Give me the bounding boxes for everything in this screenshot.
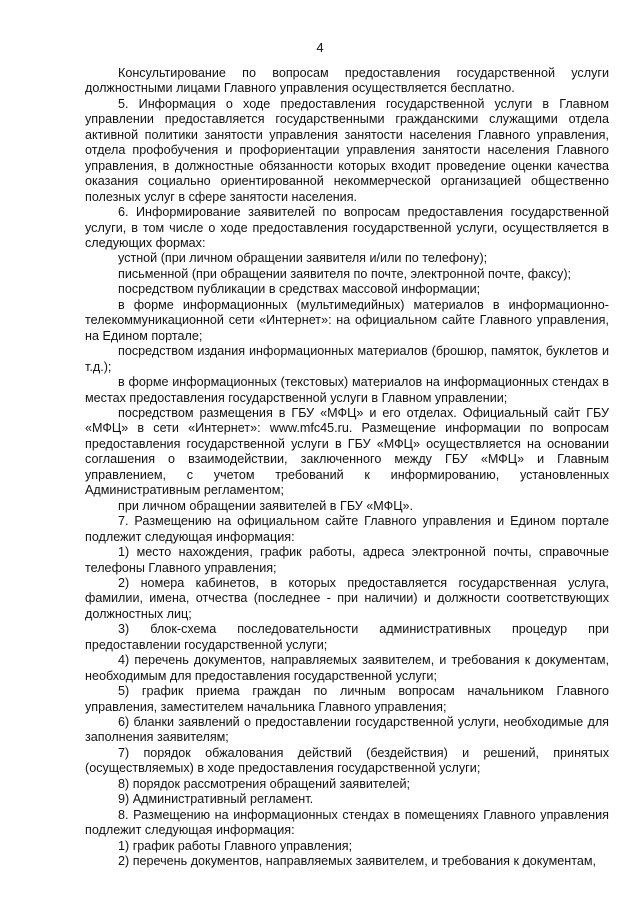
page-number: 4 — [316, 40, 324, 55]
paragraph: 6. Информирование заявителей по вопросам предоставления государственной услуги, в том числе о ходе предоставления государственной услуги, осуществляется в следующих формах: — [85, 205, 609, 250]
paragraph: 8. Размещению на информационных стендах в помещениях Главного управления подлежит следующая информация: — [85, 807, 609, 838]
paragraph: 3) блок-схема последовательности административных процедур при предоставлении государственной услуги; — [85, 622, 609, 652]
paragraph: 6) бланки заявлений о предоставлении государственной услуги, необходимые для заполнения заявителям; — [85, 715, 609, 745]
document-body — [85, 66, 609, 870]
paragraph: 2) перечень документов, направляемых заявителем, и требования к документам, — [118, 854, 597, 869]
paragraph: при личном обращении заявителей в ГБУ «МФЦ». — [118, 498, 414, 513]
paragraph: 7. Размещению на официальном сайте Главного управления и Едином портале подлежит следующая информация: — [85, 514, 609, 544]
paragraph: посредством издания информационных материалов (брошюр, памяток, буклетов и т.д.); — [85, 344, 609, 374]
paragraph: устной (при личном обращении заявителя и/или по телефону); — [118, 251, 488, 266]
paragraph: в форме информационных (текстовых) материалов на информационных стендах в местах предоставления государственной услуги в Главном управлении; — [85, 375, 609, 405]
paragraph: 5. Информация о ходе предоставления государственной услуги в Главном управлении предоставляется государственными гражданскими служащими отдела активной политики занятости управления занятости населения Главного управления, отдела профобучения и профориентации управления занятости населения Главного управления, в должностные обязанности которых входит проведение оценки качества оказания социально ориентированной некоммерческой организацией общественно полезных услуг в сфере занятости населения. — [85, 96, 609, 204]
paragraph: 5) график приема граждан по личным вопросам начальником Главного управления, заместителем начальника Главного управления; — [85, 684, 609, 714]
paragraph: 9) Административный регламент. — [118, 792, 314, 807]
paragraph: письменной (при обращении заявителя по почте, электронной почте, факсу); — [118, 266, 572, 281]
paragraph: 1) график работы Главного управления; — [118, 838, 353, 853]
paragraph: Консультирование по вопросам предоставления государственной услуги должностными лицами Главного управления осуществляется бесплатно. — [85, 66, 609, 96]
paragraph: 1) место нахождения, график работы, адреса электронной почты, справочные телефоны Главного управления; — [85, 545, 609, 575]
paragraph: 7) порядок обжалования действий (бездействия) и решений, принятых (осуществляемых) в ходе предоставления государственной услуги; — [85, 745, 609, 776]
paragraph: 8) порядок рассмотрения обращений заявителей; — [118, 776, 411, 791]
paragraph: 2) номера кабинетов, в которых предоставляется государственная услуга, фамилии, имена, отчества (последнее - при наличии) и должности соответствующих должностных лиц; — [85, 575, 609, 621]
paragraph: посредством размещения в ГБУ «МФЦ» и его отделах. Официальный сайт ГБУ «МФЦ» в сети «Интернет»: www.mfc45.ru. Размещение информации по вопросам предоставления государственной услуги в ГБУ «МФЦ» осуществляется на основании соглашения о взаимодействии, заключенного между ГБУ «МФЦ» и Главным управлением, с учетом требований к информированию, установленных Административным регламентом; — [85, 405, 609, 498]
paragraph: посредством публикации в средствах массовой информации; — [118, 282, 481, 297]
paragraph: в форме информационных (мультимедийных) материалов в информационно-телекоммуникационной сети «Интернет»: на официальном сайте Главного управления, на Едином портале; — [85, 297, 609, 343]
paragraph: 4) перечень документов, направляемых заявителем, и требования к документам, необходимым для предоставления государственной услуги; — [85, 653, 609, 683]
